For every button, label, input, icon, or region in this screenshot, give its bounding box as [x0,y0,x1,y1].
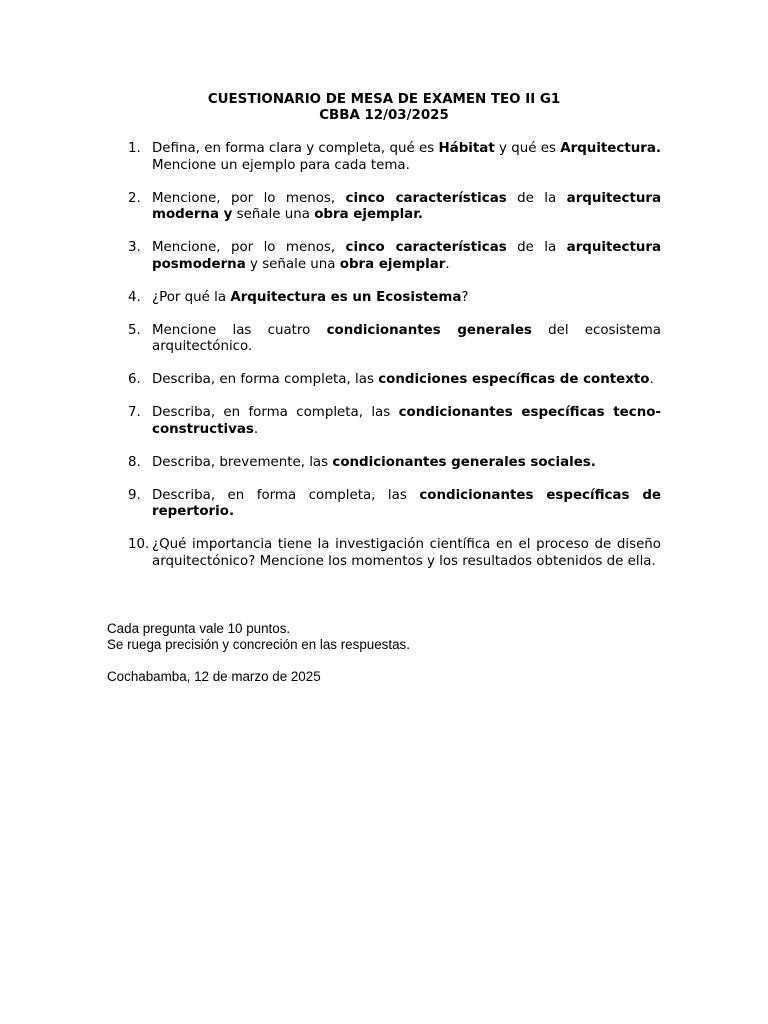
question-text-segment: señale una [232,207,315,222]
question-text-bold: cinco características [345,190,507,206]
question-number: 6. [128,372,141,387]
question-text-segment: Describa, en forma completa, las [152,372,379,387]
question-text-bold: condicionantes generales sociales. [332,454,596,470]
question-item [107,537,661,570]
question-text-bold: condicionantes específicas tecno-constructivas [152,405,661,437]
question-text-segment: . [649,372,654,387]
question-number: 9. [128,487,141,503]
question-item [107,455,661,472]
question-number: 10. [128,537,150,552]
question-item [107,488,661,521]
question-text [152,240,661,273]
question-text-segment: ¿Qué importancia tiene la investigación científica en el proceso de diseño arquitectónico? Mencione los momentos y los resultados obtenidos de ella. [152,537,661,569]
question-text-bold: arquitectura moderna y [152,190,662,222]
question-text-segment: ? [461,289,469,305]
question-text-segment: y qué es [494,141,561,156]
question-item [107,191,661,224]
question-text [152,323,661,356]
question-number: 3. [128,240,141,255]
place-date: Cochabamba, 12 de marzo de 2025 [107,669,321,684]
question-text-bold: arquitectura posmoderna [152,240,662,272]
question-item [107,290,661,307]
question-number: 5. [128,322,141,338]
question-text [152,537,661,570]
question-text-bold: obra ejemplar. [314,207,424,222]
precision-note: Se ruega precisión y concreción en las respuestas. [107,637,410,652]
question-text-segment: Defina, en forma clara y completa, qué es [152,141,439,156]
question-text-segment: Describa, en forma completa, las [152,405,399,420]
question-text-segment: Describa, en forma completa, las [152,487,420,503]
question-text [152,372,661,389]
question-text-segment: del ecosistema arquitectónico. [152,322,661,354]
question-text [152,191,661,224]
question-text-segment: . [253,421,259,437]
question-text-segment: Mencione las cuatro [152,322,327,338]
question-text-bold: obra ejemplar [339,256,446,272]
question-text [152,141,661,174]
question-text-bold: condicionantes generales [326,322,532,338]
question-text [152,405,661,438]
question-text-segment: Mencione un ejemplo para cada tema. [152,157,410,173]
question-text [152,488,661,521]
question-text [152,290,661,307]
question-item [107,372,661,389]
exam-title: CUESTIONARIO DE MESA DE EXAMEN TEO II G1 [207,92,561,107]
question-number: 2. [128,190,141,206]
question-list [107,141,661,587]
question-text-segment: y señale una [245,256,340,272]
question-text-segment: Describa, brevemente, las [152,454,333,470]
question-text-bold: Arquitectura es un Ecosistema [230,289,462,305]
question-text-bold: Hábitat [438,141,495,156]
points-note: Cada pregunta vale 10 puntos. [107,621,291,636]
question-number: 4. [128,289,141,305]
question-number: 7. [128,405,141,420]
question-item [107,323,661,356]
question-text-segment: de la [506,190,567,206]
question-text-segment: ¿Por qué la [152,289,231,305]
question-text-segment: Mencione, por lo menos, [152,240,346,255]
question-text [152,455,661,472]
exam-subtitle-date: CBBA 12/03/2025 [319,108,449,123]
question-text-bold: condiciones específicas de contexto [378,372,650,387]
question-text-bold: condicionantes específicas de repertorio. [152,487,661,519]
question-number: 8. [128,454,141,470]
question-text-bold: Arquitectura. [560,141,661,156]
question-text-segment: de la [506,240,567,255]
question-item [107,141,661,174]
question-item [107,405,661,438]
question-text-bold: cinco características [345,240,507,255]
question-item [107,240,661,273]
question-text-segment: . [445,256,450,272]
question-number: 1. [128,141,141,156]
question-text-segment: Mencione, por lo menos, [152,190,346,206]
